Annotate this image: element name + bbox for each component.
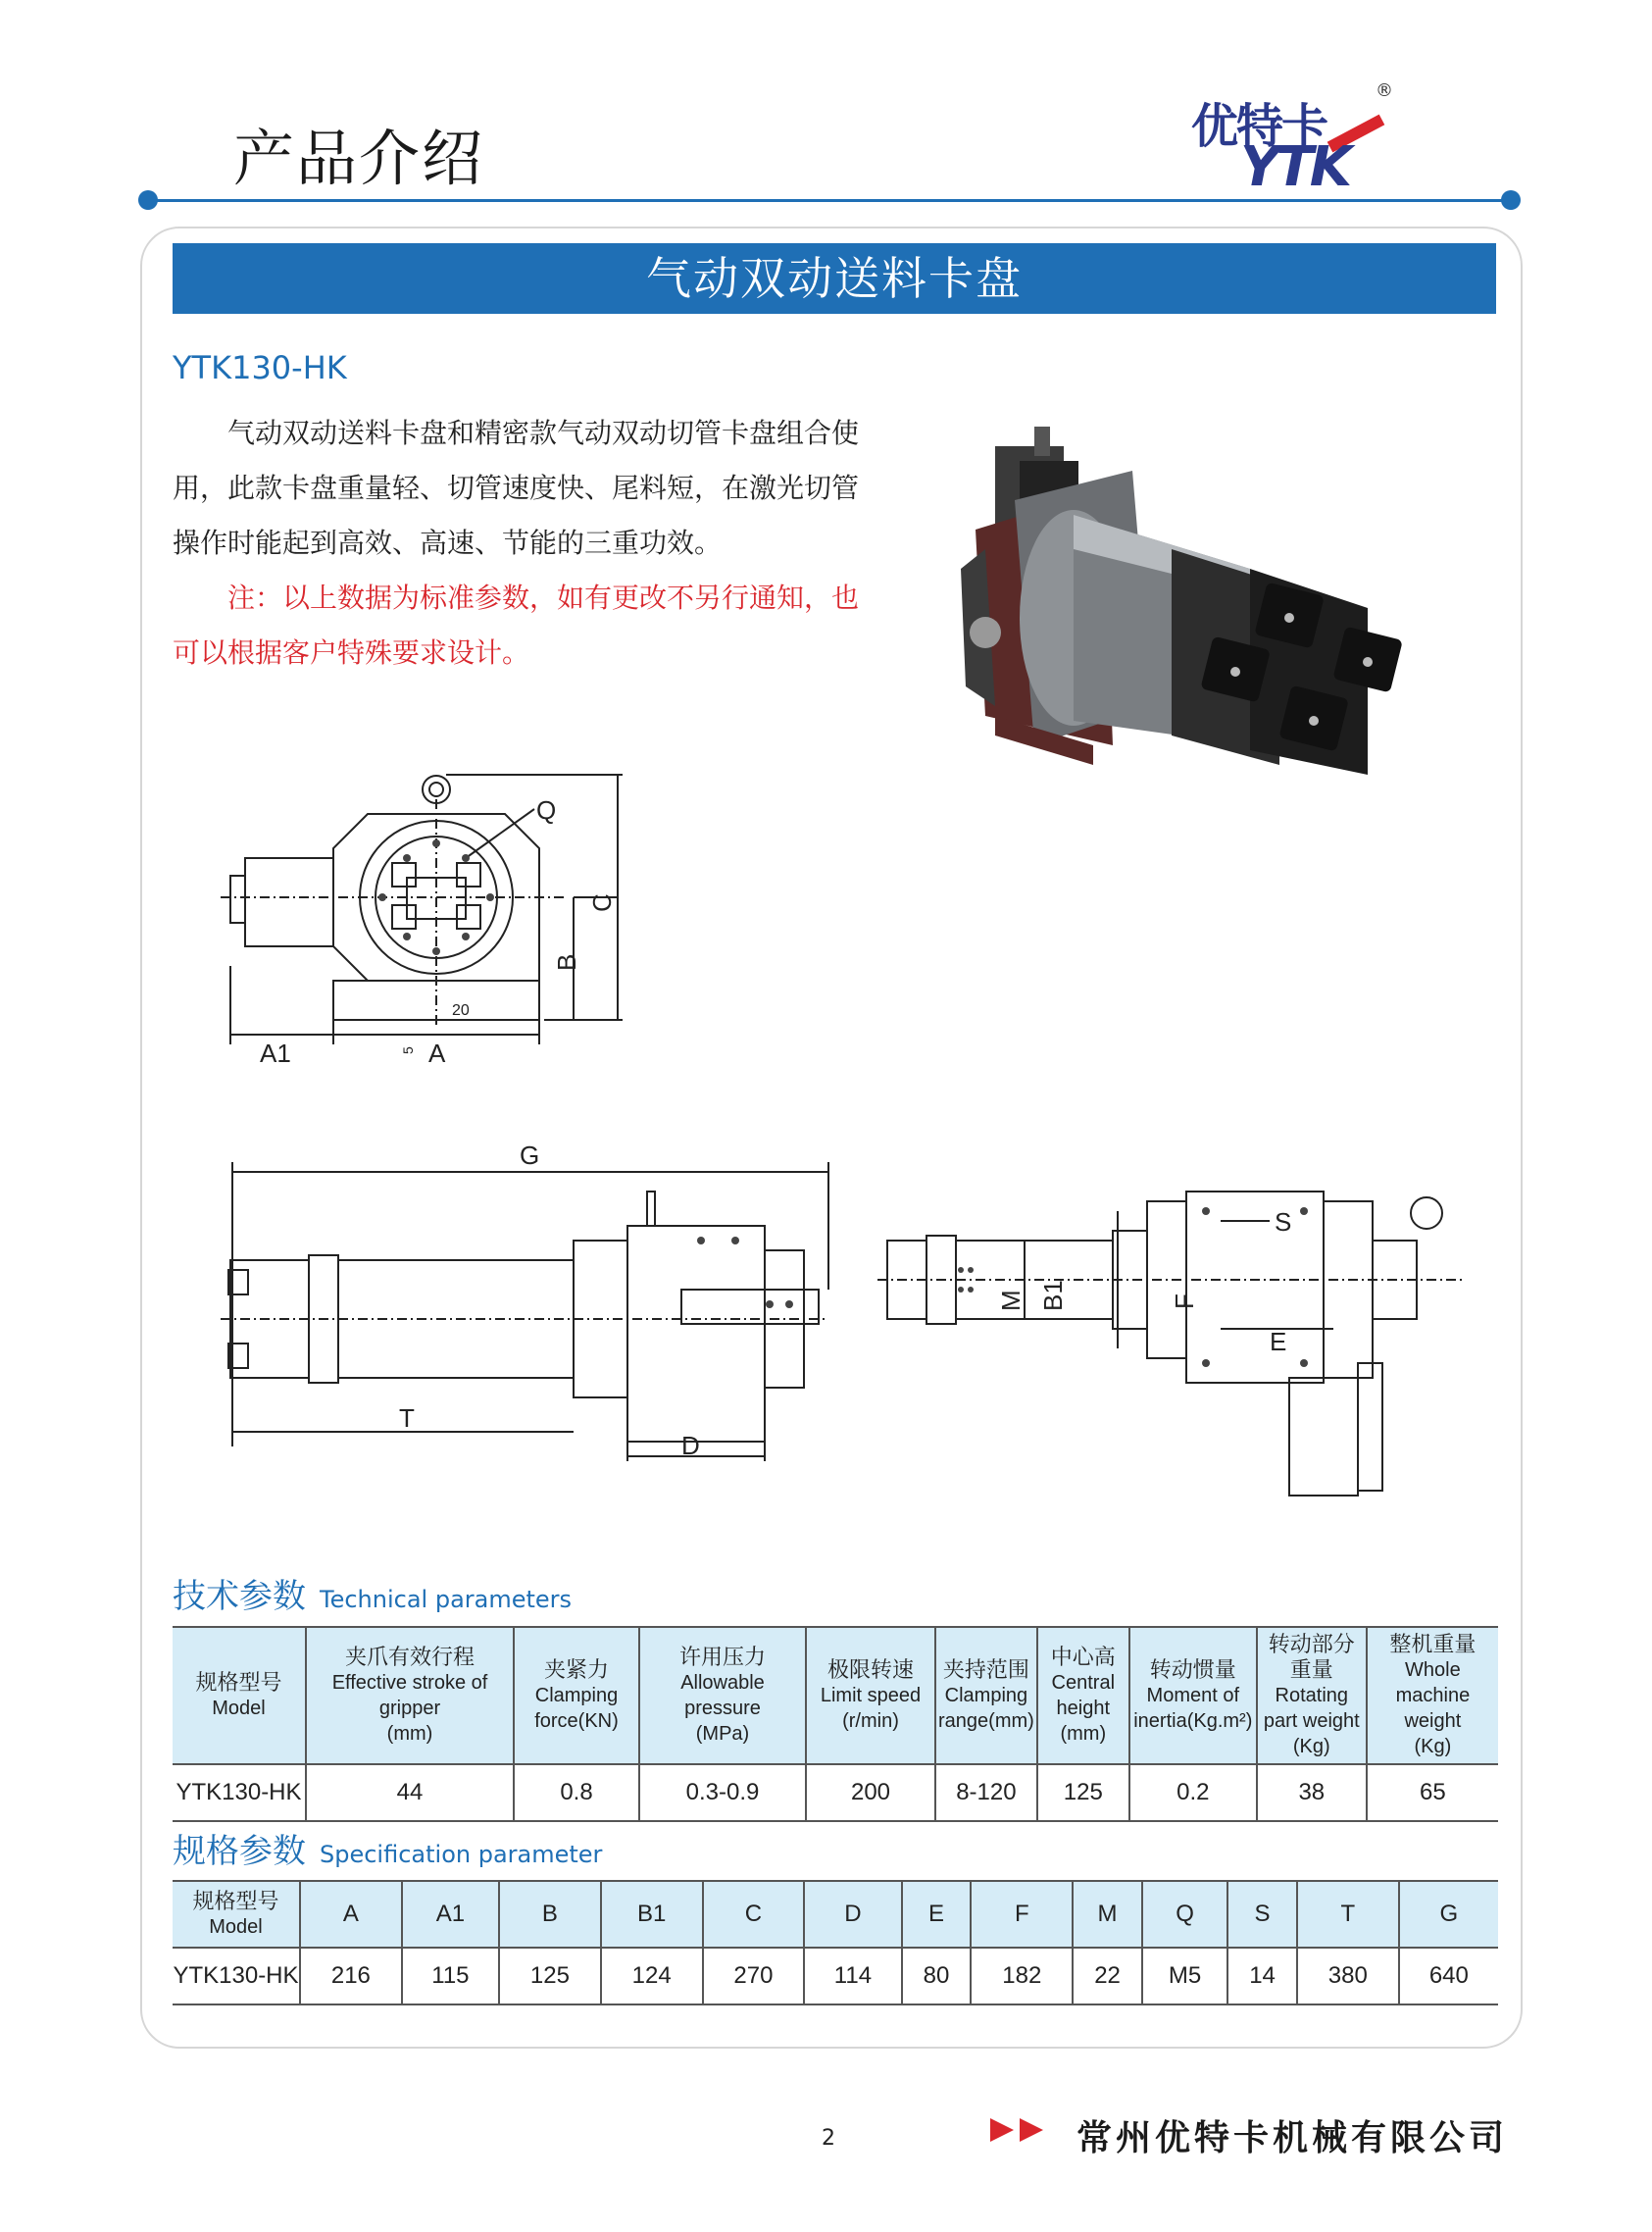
tech-header-cell: 夹紧力 Clamping force(KN) (514, 1627, 639, 1764)
spec-cell: 380 (1297, 1948, 1399, 2004)
table-row (173, 1764, 1498, 1821)
label-e: E (1270, 1327, 1287, 1356)
spec-header-cell: B1 (601, 1881, 703, 1948)
chevron-right-icon (1020, 2118, 1043, 2142)
tech-cell: 65 (1367, 1764, 1498, 1821)
label-b1: B1 (1038, 1280, 1068, 1311)
spec-header-cell: B (499, 1881, 601, 1948)
spec-table (173, 1880, 1498, 2005)
label-d: D (681, 1431, 700, 1460)
front-view-drawing (221, 770, 632, 1074)
product-banner: 气动双动送料卡盘 (173, 243, 1496, 314)
spec-cell: YTK130-HK (173, 1948, 300, 2004)
header-divider (147, 199, 1510, 202)
tech-table (173, 1626, 1498, 1822)
page-number: 2 (822, 2126, 835, 2151)
label-q: Q (536, 795, 557, 825)
tech-header-cell: 夹持范围 Clamping range(mm) (935, 1627, 1037, 1764)
spec-header-cell: D (804, 1881, 901, 1948)
label-20: 20 (452, 1002, 470, 1019)
table-row (173, 1948, 1498, 2004)
tech-header-cell: 转动部分重量 Rotating part weight (Kg) (1257, 1627, 1367, 1764)
spec-cell: 114 (804, 1948, 901, 2004)
spec-header-cell: F (971, 1881, 1073, 1948)
company-name: 常州优特卡机械有限公司 (1076, 2118, 1509, 2158)
label-t: T (399, 1403, 415, 1433)
tech-header-cell: 转动惯量 Moment of inertia(Kg.m²) (1129, 1627, 1257, 1764)
tech-cell: 0.8 (514, 1764, 639, 1821)
label-a1: A1 (260, 1039, 291, 1068)
label-a: A (428, 1039, 446, 1068)
spec-header-cell: A (300, 1881, 402, 1948)
label-f: F (1170, 1294, 1199, 1309)
spec-header-cell: G (1399, 1881, 1498, 1948)
spec-header-cell: 规格型号 Model (173, 1881, 300, 1948)
tech-cell: 44 (306, 1764, 514, 1821)
tech-header-cell: 夹爪有效行程 Effective stroke of gripper (mm) (306, 1627, 514, 1764)
tech-cell: 38 (1257, 1764, 1367, 1821)
label-s: S (1275, 1207, 1292, 1237)
spec-cell: 124 (601, 1948, 703, 2004)
spec-section-title (173, 1824, 602, 1872)
tech-header-cell: 中心高 Central height (mm) (1037, 1627, 1129, 1764)
spec-cell: 125 (499, 1948, 601, 2004)
product-description (173, 406, 878, 681)
tech-cell: 200 (806, 1764, 935, 1821)
spec-header-cell: T (1297, 1881, 1399, 1948)
right-view-drawing (877, 1182, 1480, 1515)
chevron-right-icon (990, 2118, 1014, 2142)
tech-cell: 0.2 (1129, 1764, 1257, 1821)
spec-header-cell: S (1227, 1881, 1297, 1948)
tech-cell: 8-120 (935, 1764, 1037, 1821)
spec-header-cell: A1 (402, 1881, 499, 1948)
spec-header-cell: E (902, 1881, 972, 1948)
page-title: 产品介绍 (233, 123, 485, 194)
spec-cell: 80 (902, 1948, 972, 2004)
spec-cell: M5 (1142, 1948, 1227, 2004)
note-text: 注：以上数据为标准参数，如有更改不另行通知，也可以根据客户特殊要求设计。 (173, 582, 860, 669)
tech-header-cell: 规格型号 Model (173, 1627, 306, 1764)
logo-cn-text: 优特卡 (1191, 99, 1327, 154)
label-b: B (552, 953, 581, 971)
tech-title-cn: 技术参数 (173, 1577, 306, 1616)
spec-cell: 14 (1227, 1948, 1297, 2004)
tech-header-cell: 整机重量 Whole machine weight (Kg) (1367, 1627, 1498, 1764)
side-view-drawing (221, 1142, 848, 1466)
tech-header-cell: 许用压力 Allowable pressure (MPa) (639, 1627, 806, 1764)
tech-header-cell: 极限转速 Limit speed (r/min) (806, 1627, 935, 1764)
product-model: YTK130-HK (173, 349, 347, 386)
spec-header-cell: C (703, 1881, 805, 1948)
product-photo (956, 422, 1417, 834)
label-5: 5 (400, 1046, 416, 1054)
divider-dot-right (1501, 190, 1521, 210)
logo-en-text: YTK (1240, 135, 1349, 199)
spec-cell: 270 (703, 1948, 805, 2004)
spec-header-cell: Q (1142, 1881, 1227, 1948)
tech-cell: YTK130-HK (173, 1764, 306, 1821)
label-c: C (587, 893, 617, 912)
spec-cell: 182 (971, 1948, 1073, 2004)
tech-section-title (173, 1569, 572, 1617)
brand-logo (1191, 80, 1407, 199)
spec-cell: 22 (1073, 1948, 1142, 2004)
tech-title-en: Technical parameters (320, 1586, 573, 1613)
tech-header-row (173, 1627, 1498, 1764)
label-g: G (520, 1142, 540, 1170)
spec-cell: 640 (1399, 1948, 1498, 2004)
description-text: 气动双动送料卡盘和精密款气动双动切管卡盘组合使用，此款卡盘重量轻、切管速度快、尾料短，在激光切管操作时能起到高效、高速、节能的三重功效。 (173, 417, 860, 559)
spec-header-cell: M (1073, 1881, 1142, 1948)
spec-title-en: Specification parameter (320, 1841, 603, 1868)
spec-title-cn: 规格参数 (173, 1832, 306, 1871)
divider-dot-left (138, 190, 158, 210)
spec-cell: 216 (300, 1948, 402, 2004)
tech-cell: 125 (1037, 1764, 1129, 1821)
tech-cell: 0.3-0.9 (639, 1764, 806, 1821)
spec-header-row (173, 1881, 1498, 1948)
spec-cell: 115 (402, 1948, 499, 2004)
label-m: M (996, 1290, 1026, 1311)
logo-registered-mark: ® (1376, 80, 1393, 101)
